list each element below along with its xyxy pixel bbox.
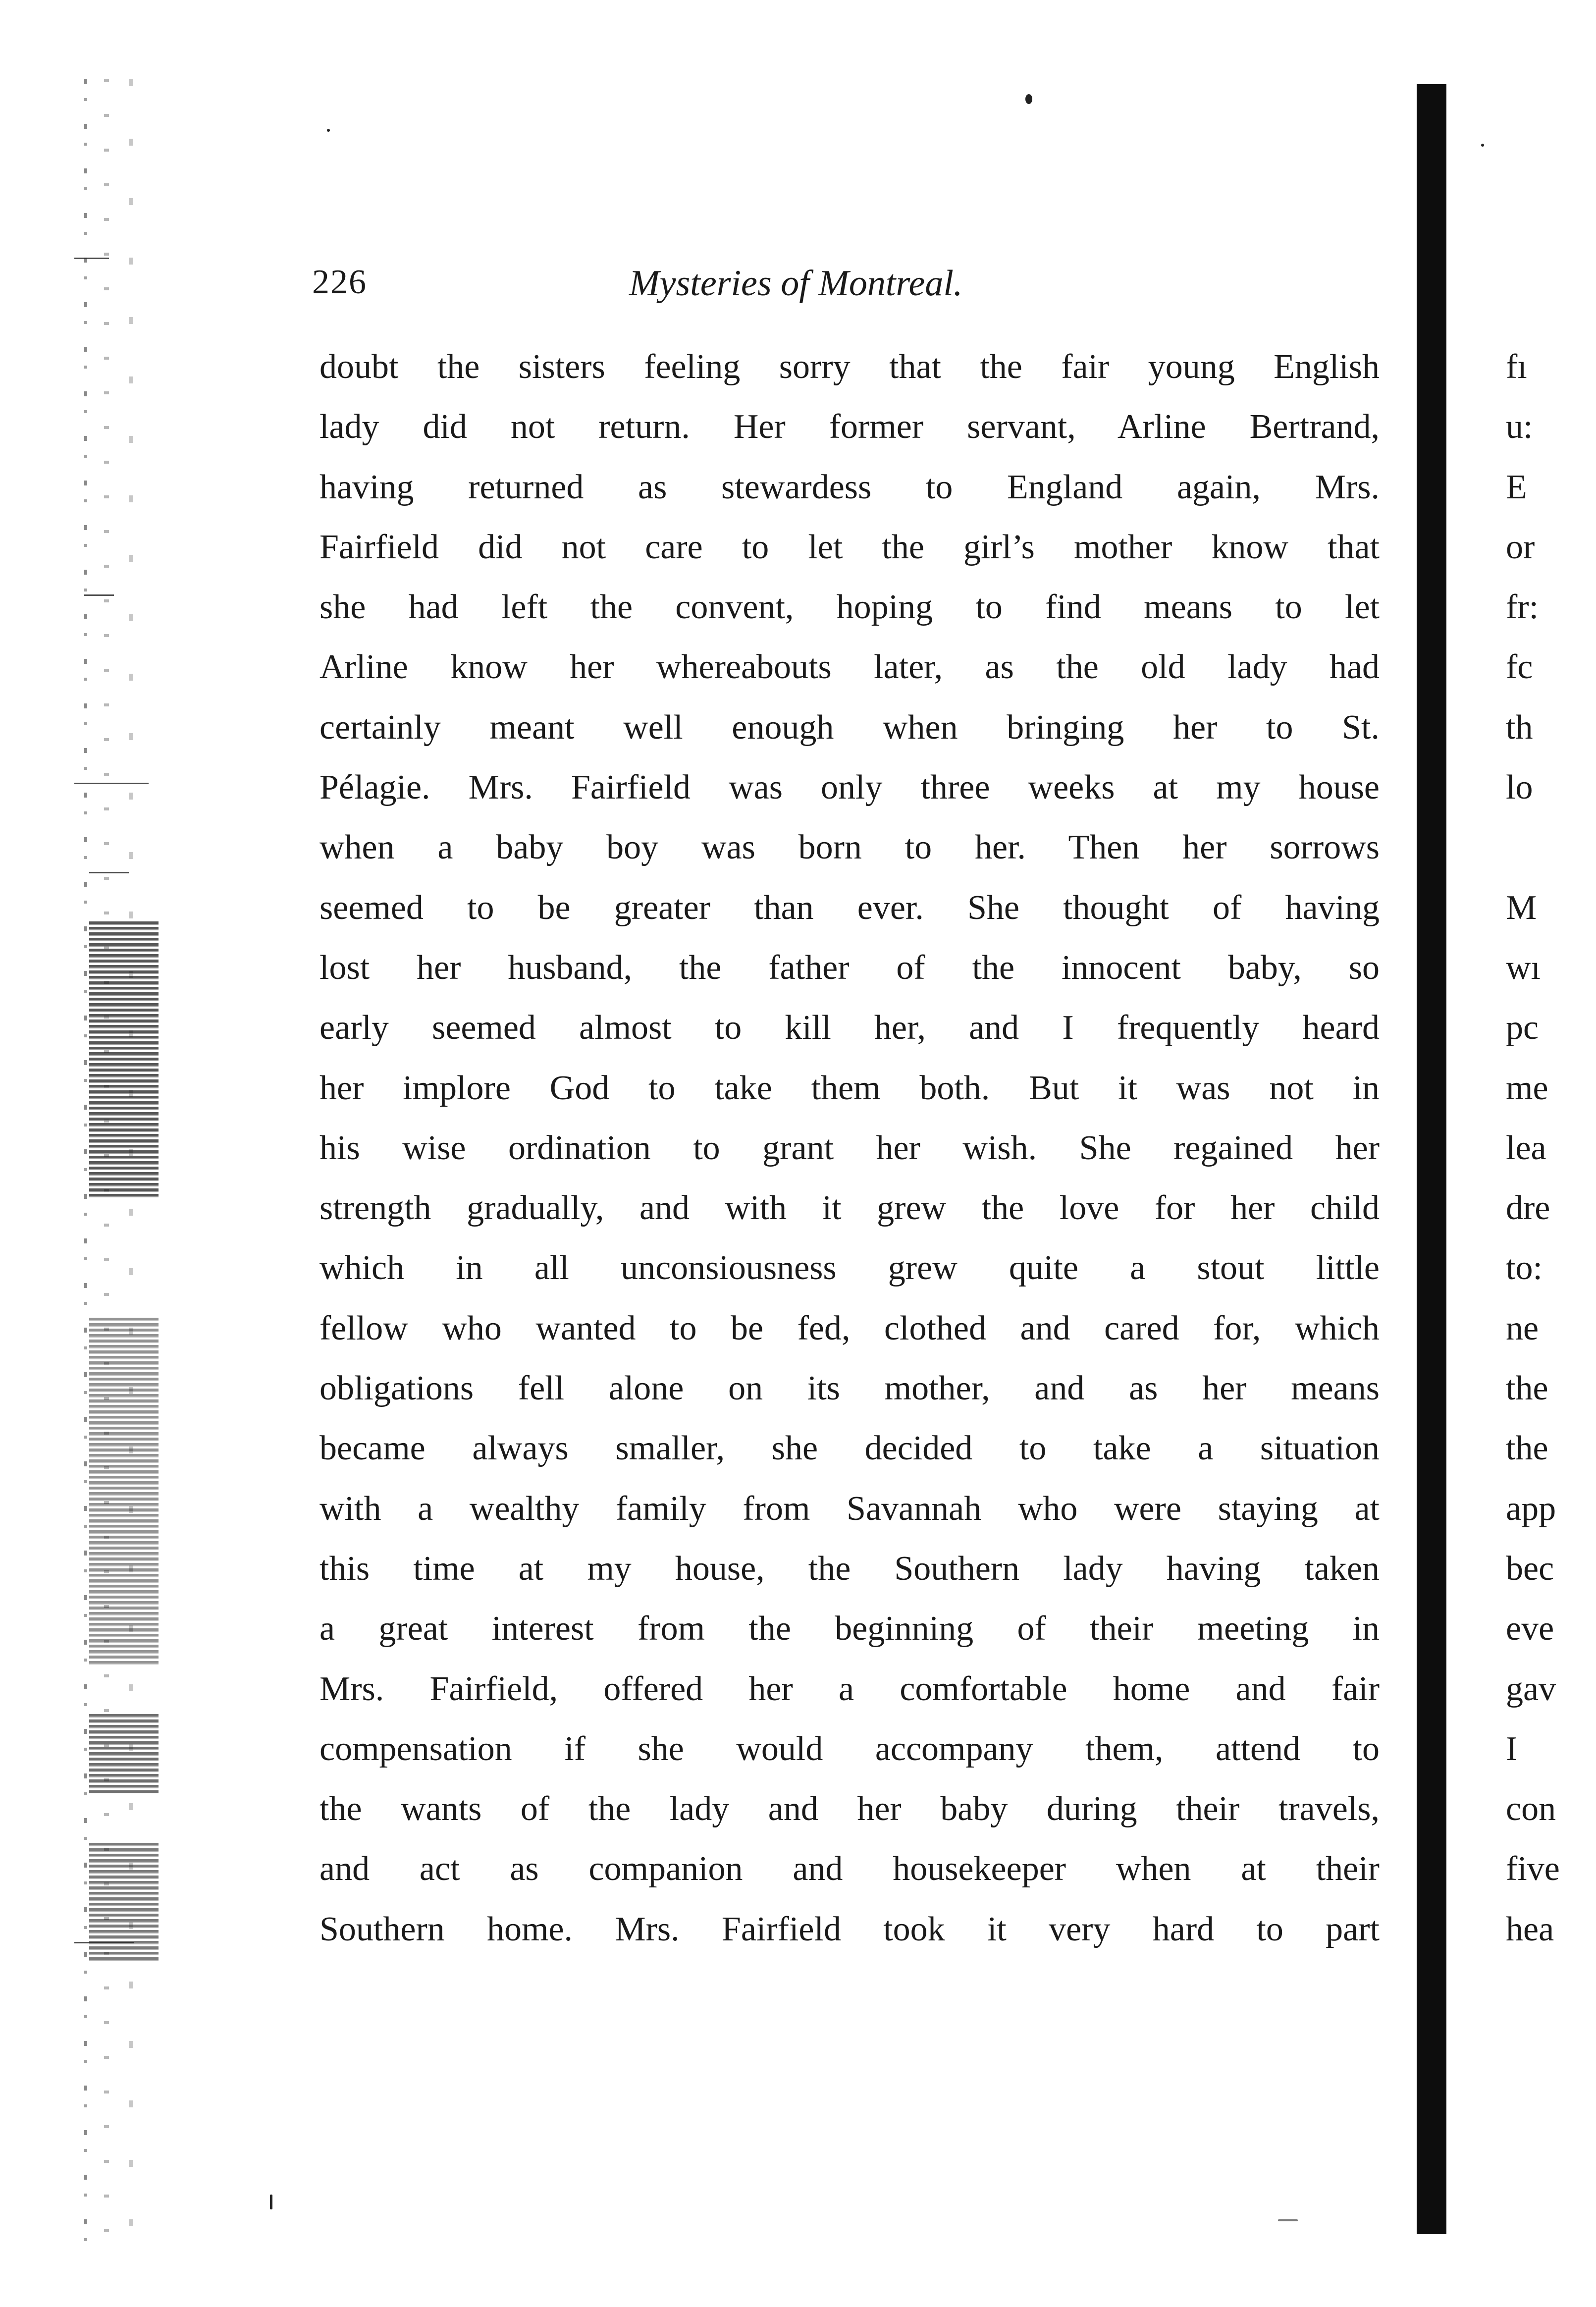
scan-noise-tick — [84, 594, 114, 596]
adjacent-fragment: eve — [1506, 1610, 1554, 1648]
text-line: lost her husband, the father of the innocent baby, so — [319, 948, 1380, 987]
adjacent-fragment: app — [1506, 1489, 1556, 1528]
text-line: his wise ordination to grant her wish. She regained her — [319, 1128, 1380, 1167]
text-line: Pélagie. Mrs. Fairfield was only three weeks at my house — [319, 768, 1380, 807]
adjacent-fragment: lea — [1506, 1128, 1546, 1167]
left-margin-scan-noise — [74, 79, 159, 2249]
adjacent-fragment: fr: — [1506, 588, 1539, 627]
adjacent-fragment: the — [1506, 1429, 1548, 1468]
text-line: with a wealthy family from Savannah who were staying at — [319, 1489, 1380, 1528]
adjacent-fragment: dre — [1506, 1189, 1550, 1228]
adjacent-fragment: fı — [1506, 348, 1527, 386]
text-line: which in all unconsiousness grew quite a stout little — [319, 1249, 1380, 1288]
adjacent-fragment: fc — [1506, 648, 1533, 687]
scan-noise-dense-block — [89, 1843, 159, 1962]
ink-speck — [1481, 144, 1484, 147]
adjacent-fragment: u: — [1506, 408, 1533, 446]
text-line: a great interest from the beginning of their meeting in — [319, 1610, 1380, 1648]
text-line: certainly meant well enough when bringing her to St. — [319, 708, 1380, 747]
text-line: when a baby boy was born to her. Then her sorrows — [319, 828, 1380, 867]
adjacent-fragment: wı — [1506, 948, 1541, 987]
text-line: Mrs. Fairfield, offered her a comfortable home and fair — [319, 1669, 1380, 1708]
page-number: 226 — [312, 263, 367, 301]
adjacent-fragment: I — [1506, 1729, 1518, 1768]
adjacent-fragment: M — [1506, 888, 1537, 927]
text-line: compensation if she would accompany them, attend to — [319, 1729, 1380, 1768]
ink-speck — [1025, 94, 1032, 104]
adjacent-fragment: to: — [1506, 1249, 1543, 1288]
text-line: she had left the convent, hoping to find means to let — [319, 588, 1380, 627]
text-line: and act as companion and housekeeper when at their — [319, 1850, 1380, 1888]
text-line: having returned as stewardess to England again, Mrs. — [319, 468, 1380, 506]
text-line: became always smaller, she decided to take a situation — [319, 1429, 1380, 1468]
scan-noise-tick — [74, 258, 109, 259]
adjacent-fragment: hea — [1506, 1910, 1554, 1948]
adjacent-fragment: ne — [1506, 1309, 1539, 1347]
adjacent-fragment: th — [1506, 708, 1533, 747]
text-line: obligations fell alone on its mother, and as her means — [319, 1369, 1380, 1408]
adjacent-fragment: gav — [1506, 1669, 1556, 1708]
text-line: this time at my house, the Southern lady having taken — [319, 1549, 1380, 1588]
text-line: strength gradually, and with it grew the love for her child — [319, 1189, 1380, 1228]
text-line: Southern home. Mrs. Fairfield took it very hard to part — [319, 1910, 1380, 1948]
adjacent-fragment: five — [1506, 1850, 1560, 1888]
text-line: her implore God to take them both. But it was not in — [319, 1069, 1380, 1107]
text-line: doubt the sisters feeling sorry that the fair young English — [319, 348, 1380, 386]
text-line: Arline know her whereabouts later, as the old lady had — [319, 648, 1380, 687]
text-line: Fairfield did not care to let the girl’s mother know that — [319, 528, 1380, 566]
page-header — [312, 263, 1382, 317]
gutter-shadow-bar — [1417, 84, 1446, 2234]
ink-speck — [1278, 2219, 1298, 2221]
adjacent-fragment: lo — [1506, 768, 1533, 807]
adjacent-fragment — [1506, 817, 1595, 877]
adjacent-fragment: me — [1506, 1069, 1548, 1107]
scan-noise-dense-block — [89, 1318, 159, 1664]
body-text — [319, 337, 1380, 1959]
text-line: lady did not return. Her former servant, Arline Bertrand, — [319, 408, 1380, 446]
scan-noise-column — [84, 79, 87, 2249]
running-title: Mysteries of Montreal. — [629, 263, 963, 304]
scan-noise-dense-block — [89, 1714, 159, 1793]
text-line: early seemed almost to kill her, and I frequently heard — [319, 1009, 1380, 1047]
adjacent-page-fragments — [1506, 337, 1595, 1959]
text-line: fellow who wanted to be fed, clothed and cared for, which — [319, 1309, 1380, 1347]
scan-noise-tick — [89, 872, 129, 873]
scan-noise-dense-block — [89, 921, 159, 1199]
adjacent-fragment: bec — [1506, 1549, 1554, 1588]
ink-speck — [270, 2195, 272, 2209]
text-line: the wants of the lady and her baby during their travels, — [319, 1790, 1380, 1828]
adjacent-fragment: pc — [1506, 1009, 1539, 1047]
text-line: seemed to be greater than ever. She thought of having — [319, 888, 1380, 927]
adjacent-fragment: the — [1506, 1369, 1548, 1408]
adjacent-fragment: con — [1506, 1790, 1556, 1828]
adjacent-fragment: or — [1506, 528, 1535, 566]
scan-noise-tick — [74, 1942, 134, 1943]
adjacent-fragment: E — [1506, 468, 1527, 506]
ink-speck — [327, 129, 330, 132]
scan-noise-tick — [74, 783, 149, 784]
